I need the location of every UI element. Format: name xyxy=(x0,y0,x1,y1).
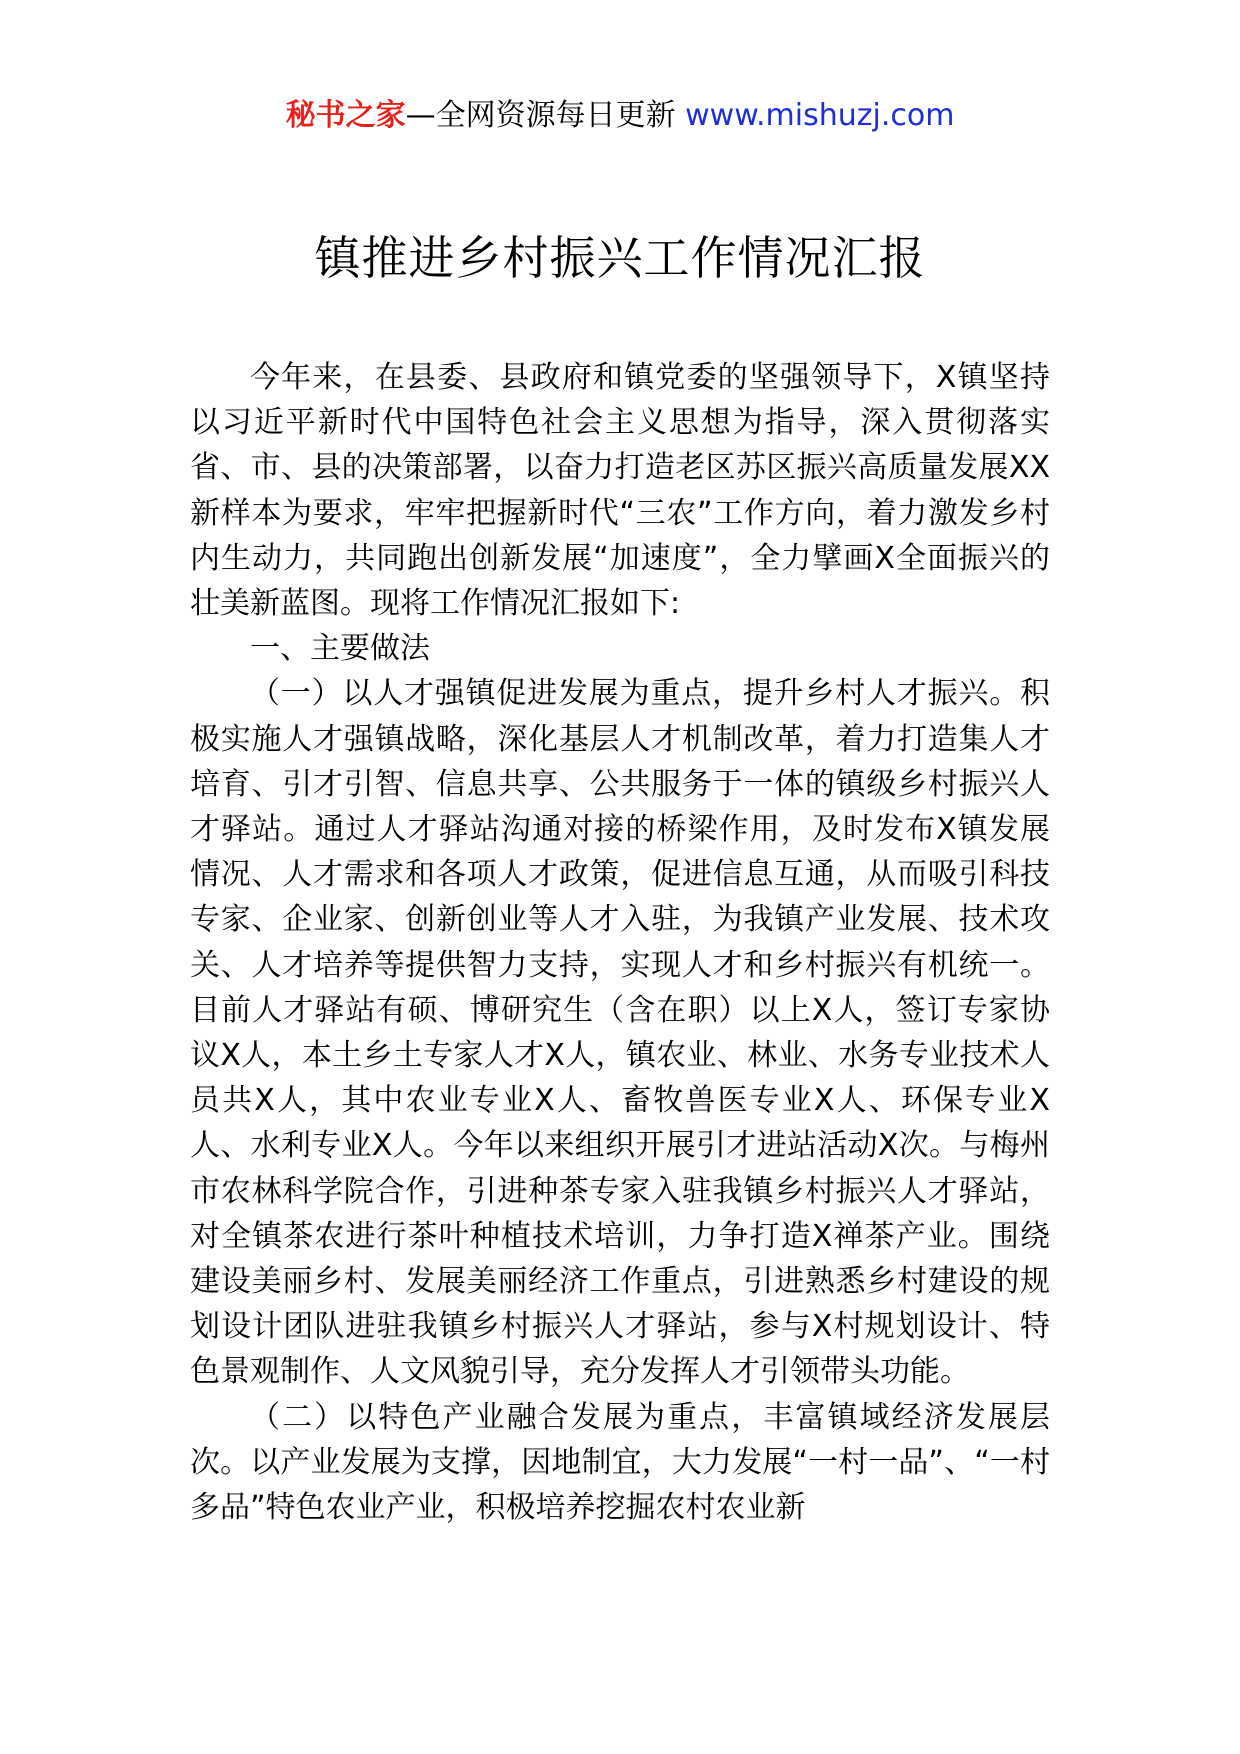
section-paragraph: （二）以特色产业融合发展为重点，丰富镇域经济发展层次。以产业发展为支撑，因地制宜，大力发展“一村一品”、“一村多品”特色农业产业，积极培养挖掘农村农业新 xyxy=(190,1399,1050,1526)
site-brand: 秘书之家 xyxy=(285,98,406,133)
intro-paragraph: 今年来，在县委、县政府和镇党委的坚强领导下，X镇坚持以习近平新时代中国特色社会主义思想为指导，深入贯彻落实省、市、县的决策部署，以奋力打造老区苏区振兴高质量发展XX新样本为要求，牢牢把握新时代“三农”工作方向，着力激发乡村内生动力，共同跑出创新发展“加速度”，全力擘画X全面振兴的壮美新蓝图。现将工作情况汇报如下: xyxy=(190,360,1050,622)
site-url-link[interactable]: www.mishuzj.com xyxy=(685,98,955,133)
site-tagline: —全网资源每日更新 xyxy=(405,98,676,133)
document-body xyxy=(190,355,1050,1530)
section-paragraph: （一）以人才强镇促进发展为重点，提升乡村人才振兴。积极实施人才强镇战略，深化基层人才机制改革，着力打造集人才培育、引才引智、信息共享、公共服务于一体的镇级乡村振兴人才驿站。通过人才驿站沟通对接的桥梁作用，及时发布X镇发展情况、人才需求和各项人才政策，促进信息互通，从而吸引科技专家、企业家、创新创业等人才入驻，为我镇产业发展、技术攻关、人才培养等提供智力支持，实现人才和乡村振兴有机统一。目前人才驿站有硕、博研究生（含在职）以上X人，签订专家协议X人，本土乡土专家人才X人，镇农业、林业、水务专业技术人员共X人，其中农业专业X人、畜牧兽医专业X人、环保专业X人、水利专业X人。今年以来组织开展引才进站活动X次。与梅州市农林科学院合作，引进种茶专家入驻我镇乡村振兴人才驿站，对全镇茶农进行茶叶种植技术培训，力争打造X禅茶产业。围绕建设美丽乡村、发展美丽经济工作重点，引进熟悉乡村建设的规划设计团队进驻我镇乡村振兴人才驿站，参与X村规划设计、特色景观制作、人文风貌引导，充分发挥人才引领带头功能。 xyxy=(190,676,1050,1390)
section-heading: 一、主要做法 xyxy=(250,631,430,667)
document-title: 镇推进乡村振兴工作情况汇报 xyxy=(314,231,926,285)
site-header xyxy=(0,96,1240,136)
